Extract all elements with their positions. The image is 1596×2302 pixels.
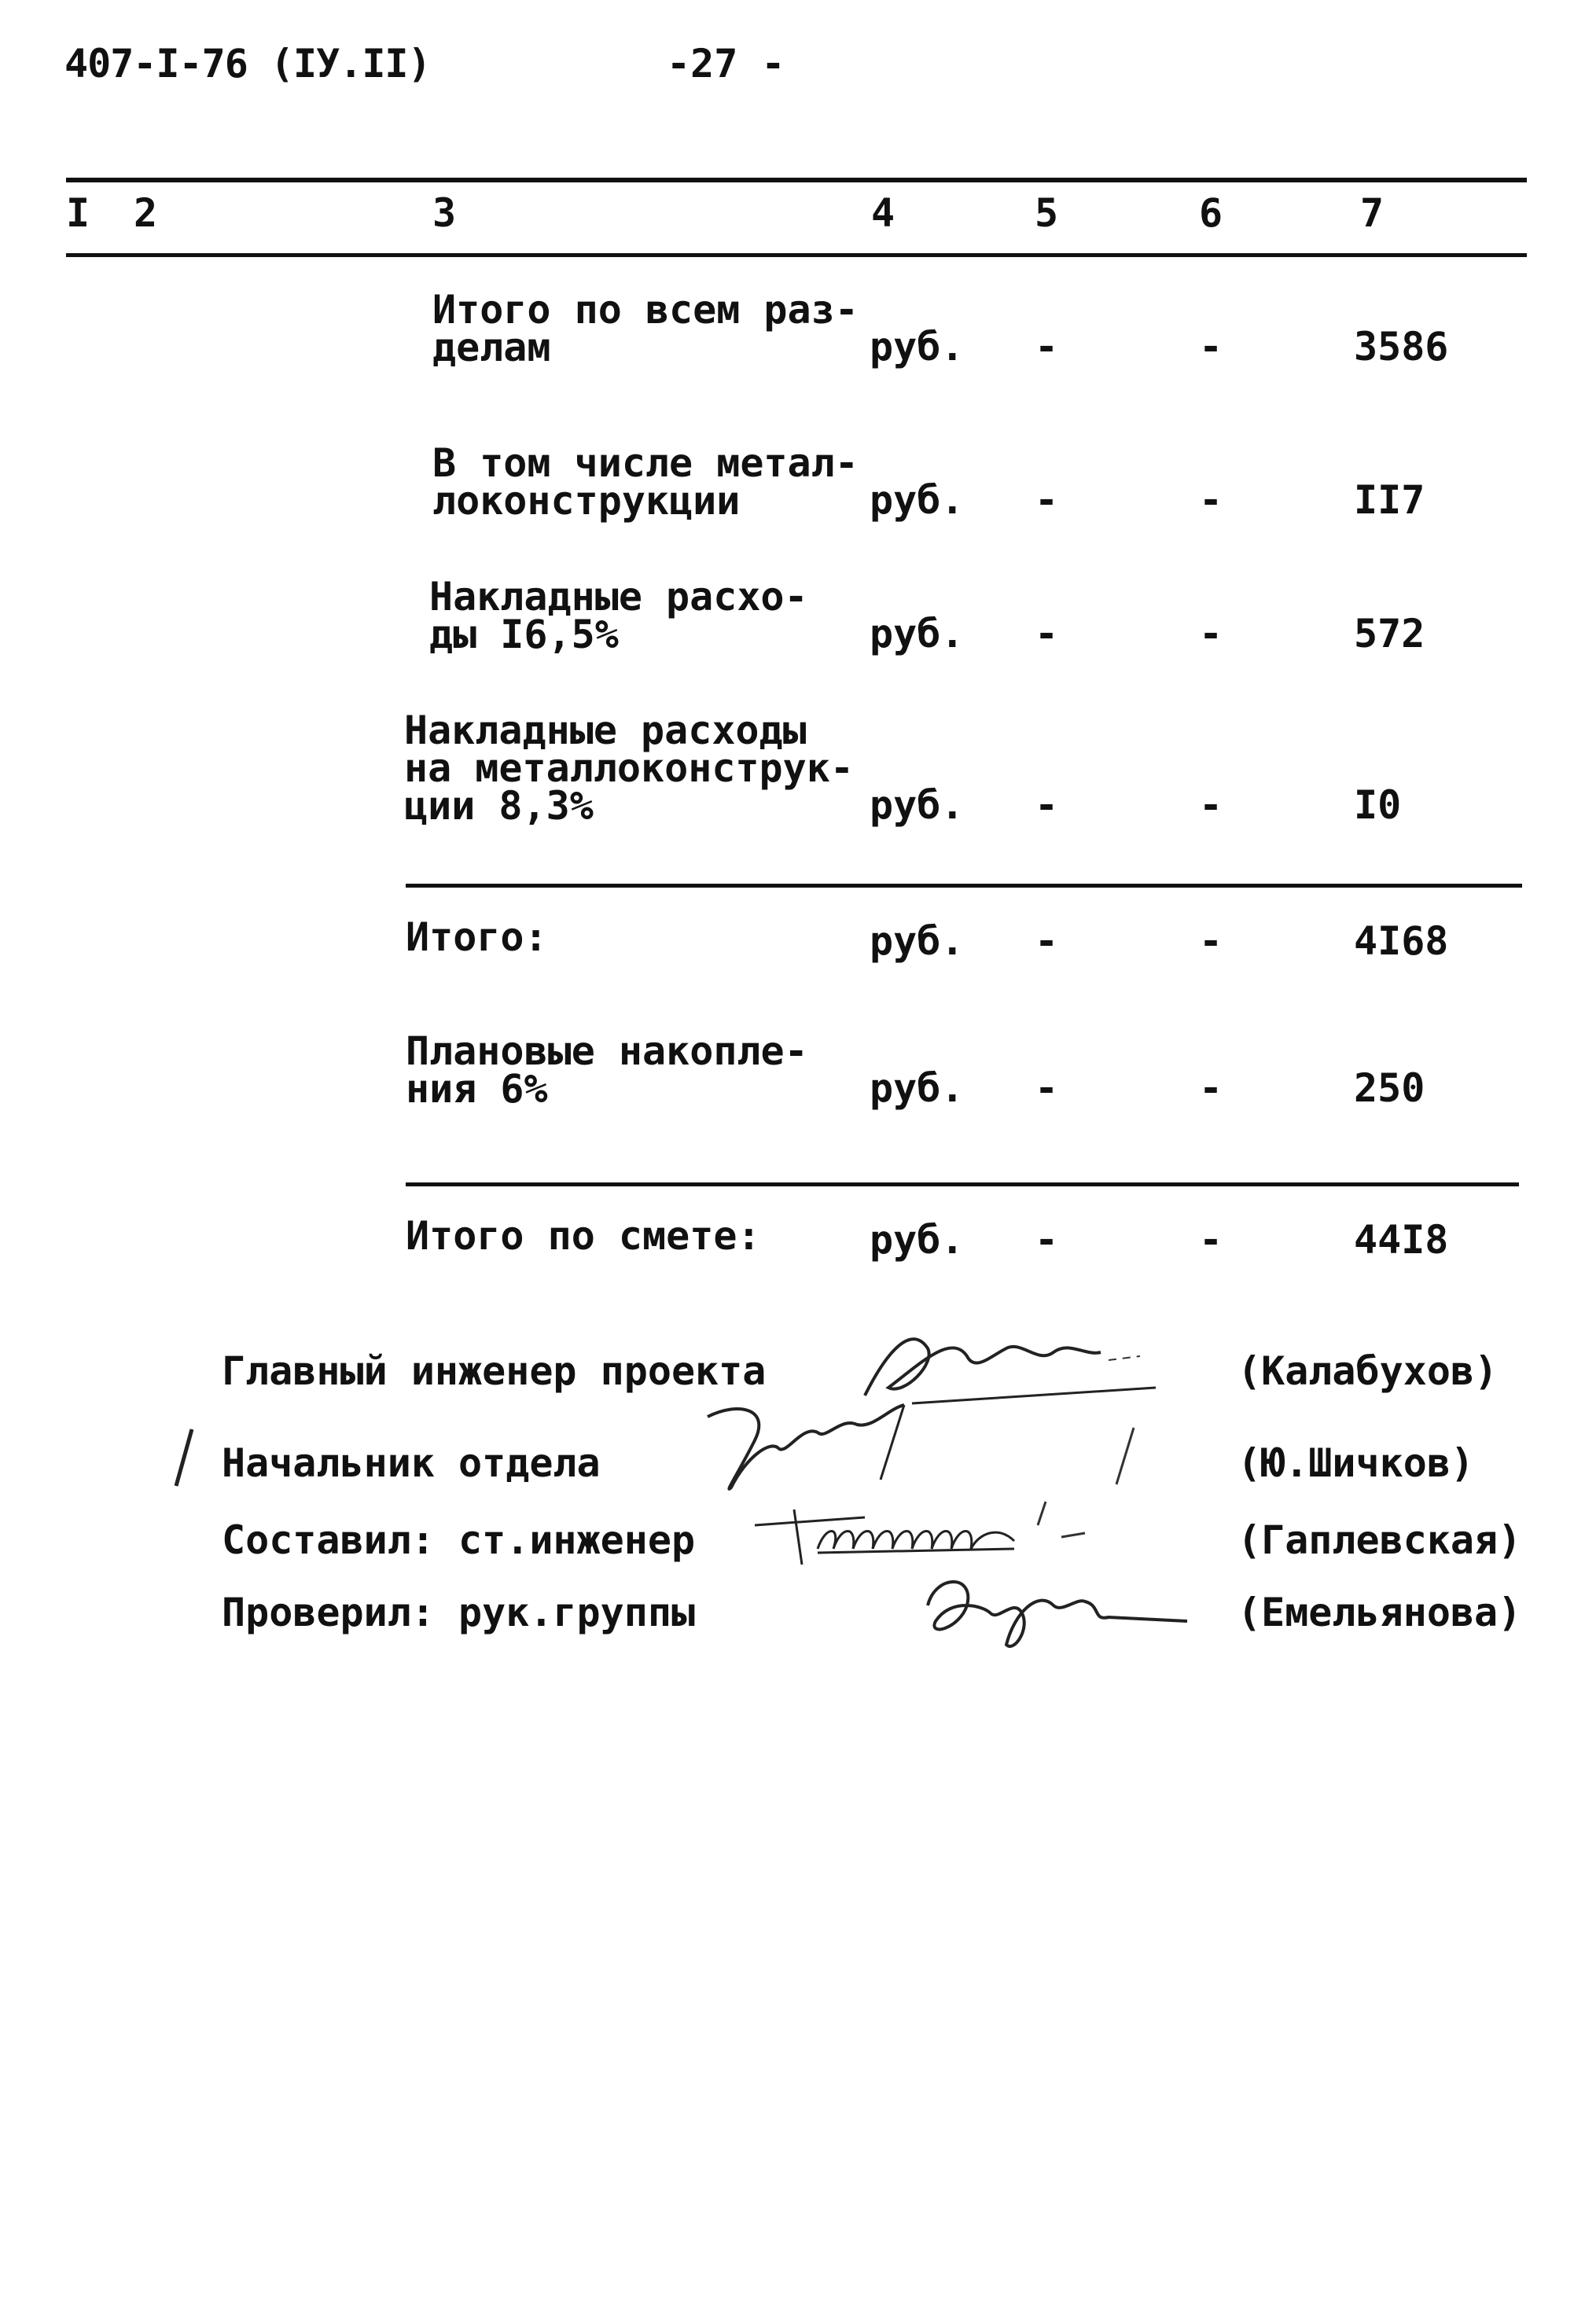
- row-col5: -: [1035, 782, 1059, 828]
- row-value: 572: [1354, 611, 1425, 656]
- subtotal-rule: [406, 884, 1522, 888]
- page-number: -27 -: [667, 41, 785, 86]
- signature-name: (Гаплевская): [1237, 1517, 1522, 1563]
- row-unit: руб.: [870, 918, 965, 964]
- row-unit: руб.: [870, 611, 965, 656]
- column-number-6: 6: [1199, 190, 1223, 236]
- row-col5: -: [1035, 918, 1059, 964]
- row-col5: -: [1035, 1065, 1059, 1111]
- signature-name: (Калабухов): [1237, 1348, 1499, 1394]
- row-label: Накладные расхо- ды I6,5%: [429, 574, 808, 657]
- signature-row: [0, 1517, 1596, 1580]
- row-col5: -: [1035, 477, 1059, 523]
- row-unit: руб.: [870, 324, 965, 370]
- row-col6: -: [1199, 1217, 1223, 1263]
- row-label: В том числе метал- локонструкции: [432, 440, 859, 524]
- row-col6: -: [1199, 782, 1223, 828]
- row-label: Итого по смете:: [406, 1213, 761, 1259]
- document-code: 407-I-76 (IУ.II): [64, 41, 431, 86]
- signature-row: [0, 1590, 1596, 1653]
- column-number-1: I: [66, 190, 90, 236]
- column-number-2: 2: [134, 190, 158, 236]
- row-value: 3586: [1354, 324, 1449, 370]
- row-value: 4I68: [1354, 918, 1449, 964]
- signature-role: Проверил: рук.группы: [222, 1590, 696, 1635]
- row-value: I0: [1354, 782, 1402, 828]
- row-value: 44I8: [1354, 1217, 1449, 1263]
- row-label: Итого по всем раз- делам: [432, 287, 859, 370]
- row-unit: руб.: [870, 1217, 965, 1263]
- signature-role: Составил: ст.инженер: [222, 1517, 696, 1563]
- handwritten-signature: [692, 1393, 943, 1503]
- row-col5: -: [1035, 611, 1059, 656]
- table-header-bottom-rule: [66, 253, 1527, 257]
- row-unit: руб.: [870, 477, 965, 523]
- row-unit: руб.: [870, 782, 965, 828]
- row-col5: -: [1035, 1217, 1059, 1263]
- signature-name: (Емельянова): [1237, 1590, 1522, 1635]
- column-number-7: 7: [1360, 190, 1385, 236]
- margin-mark: [168, 1426, 200, 1489]
- table-top-rule: [66, 178, 1527, 182]
- row-label: Накладные расходы на металлоконструк- ции 8,3%: [404, 708, 854, 829]
- total-rule: [406, 1182, 1519, 1186]
- row-label: Итого:: [406, 914, 548, 960]
- signature-role: Главный инженер проекта: [222, 1348, 767, 1394]
- signature-name: (Ю.Шичков): [1237, 1440, 1475, 1486]
- column-number-3: 3: [432, 190, 457, 236]
- row-value: II7: [1354, 477, 1425, 523]
- row-col6: -: [1199, 324, 1223, 370]
- stray-mark: [1109, 1425, 1140, 1487]
- column-number-4: 4: [871, 190, 895, 236]
- row-col6: -: [1199, 918, 1223, 964]
- handwritten-signature: [904, 1558, 1219, 1660]
- row-col6: -: [1199, 1065, 1223, 1111]
- row-label: Плановые накопле- ния 6%: [406, 1028, 808, 1112]
- row-col5: -: [1035, 324, 1059, 370]
- column-number-5: 5: [1035, 190, 1059, 236]
- row-unit: руб.: [870, 1065, 965, 1111]
- row-col6: -: [1199, 611, 1223, 656]
- signature-role: Начальник отдела: [222, 1440, 601, 1486]
- row-value: 250: [1354, 1065, 1425, 1111]
- row-col6: -: [1199, 477, 1223, 523]
